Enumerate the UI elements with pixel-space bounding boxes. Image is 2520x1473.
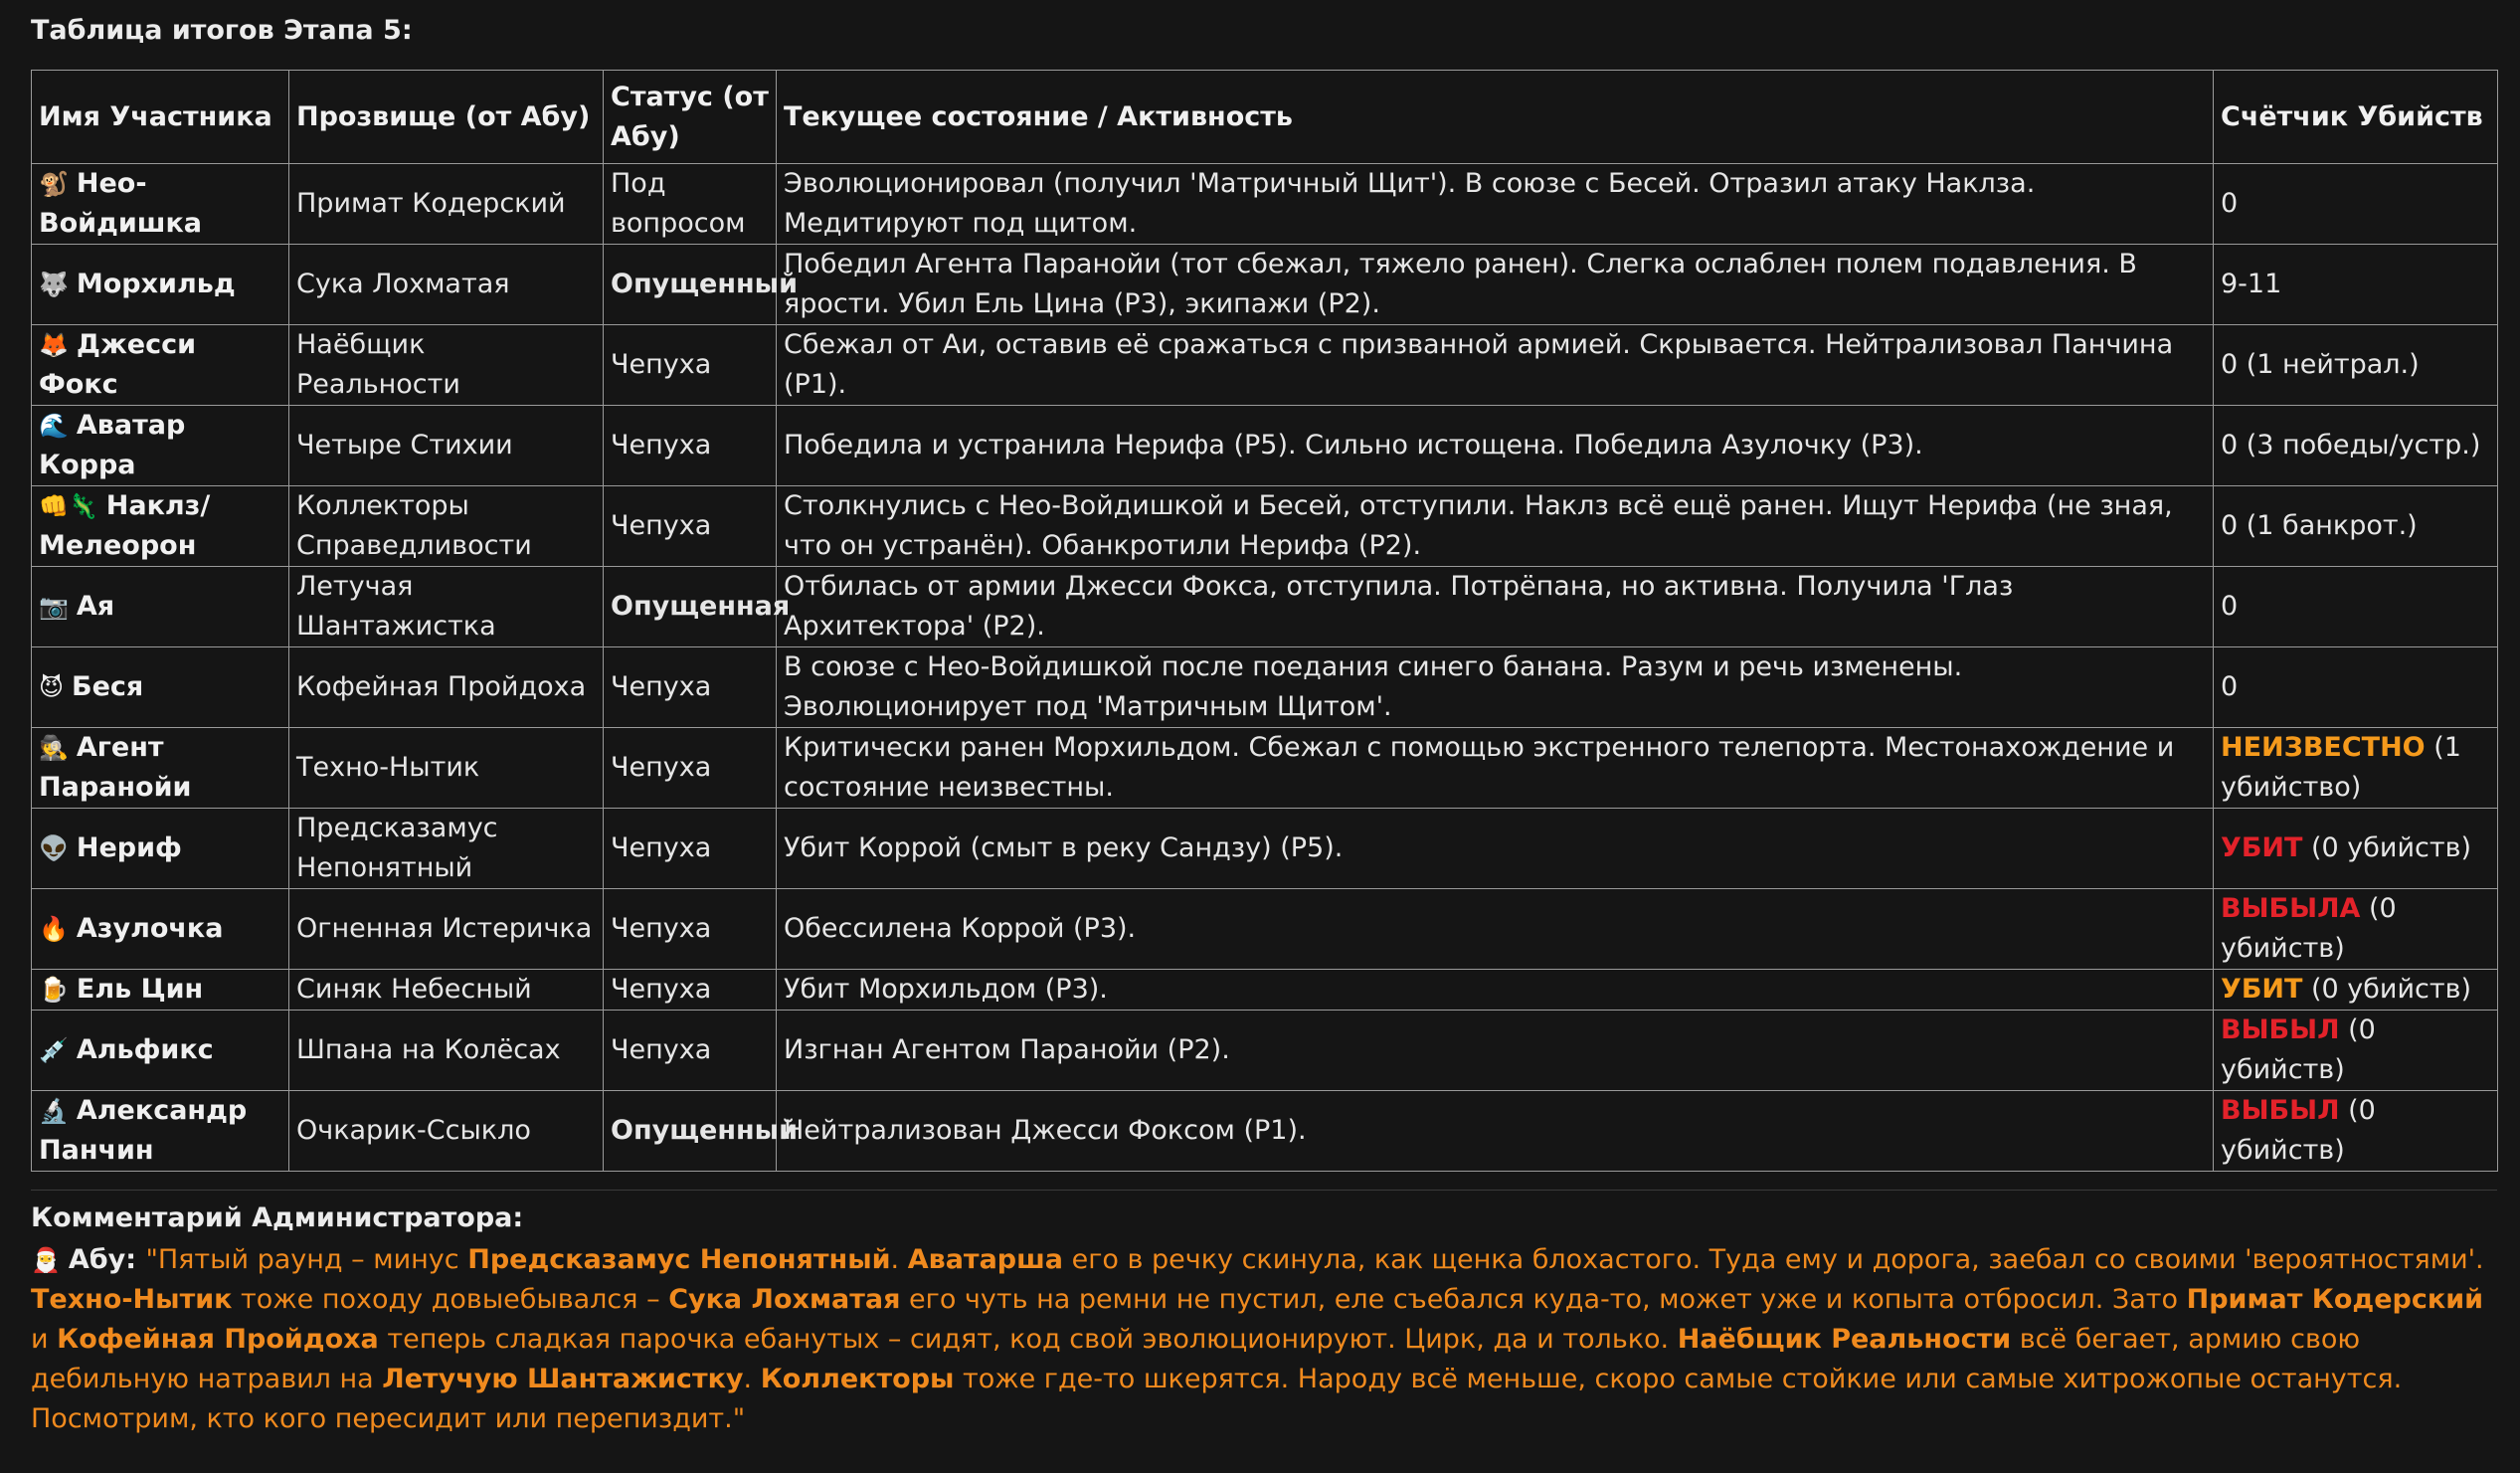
- detective-icon: 🕵: [39, 734, 69, 762]
- cell-activity: Изгнан Агентом Паранойи (Р2).: [777, 1011, 2214, 1091]
- comment-segment: его в речку скинула, как щенка блохастого. Туда ему и дорога, заебал со своими 'вероятностями'.: [1063, 1244, 2484, 1275]
- cell-name: [32, 647, 289, 728]
- table-row: [32, 486, 2498, 567]
- cell-nickname: Синяк Небесный: [289, 970, 604, 1011]
- comment-segment: всё бегает, армию свою дебильную натравил на: [31, 1324, 2361, 1394]
- cell-kills: [2214, 486, 2498, 567]
- cell-status: Под вопросом: [604, 164, 777, 245]
- table-row: [32, 809, 2498, 889]
- cell-name: [32, 325, 289, 406]
- cell-nickname: Кофейная Пройдоха: [289, 647, 604, 728]
- page-content: [31, 0, 2497, 1439]
- alien-icon: 👽: [39, 834, 69, 862]
- cell-nickname: Летучая Шантажистка: [289, 567, 604, 647]
- participant-name: Морхильд: [76, 269, 236, 299]
- section-title: Таблица итогов Этапа 5:: [31, 15, 413, 46]
- cell-activity: Обессилена Коррой (Р3).: [777, 889, 2214, 970]
- cell-status: Чепуха: [604, 809, 777, 889]
- kill-count: 0: [2221, 671, 2239, 702]
- table-row: [32, 245, 2498, 325]
- participant-name: Ель Цин: [76, 974, 204, 1005]
- cell-nickname: Предсказамус Непонятный: [289, 809, 604, 889]
- comment-highlight: Коллекторы: [760, 1364, 955, 1394]
- comment-segment: и: [31, 1324, 58, 1355]
- comment-highlight: Примат Кодерский: [2186, 1284, 2484, 1315]
- kill-status-badge: ВЫБЫЛА: [2221, 893, 2361, 924]
- comment-highlight: Сука Лохматая: [668, 1284, 901, 1315]
- table-header-row: [32, 71, 2498, 164]
- kill-count: 0: [2221, 188, 2239, 219]
- cell-nickname: Четыре Стихии: [289, 406, 604, 486]
- table-row: [32, 889, 2498, 970]
- divider: [31, 1190, 2497, 1191]
- kill-count: (0 убийств): [2221, 1095, 2376, 1166]
- comment-title: Комментарий Администратора:: [31, 1202, 524, 1233]
- kill-status-badge: УБИТ: [2221, 832, 2303, 863]
- cell-kills: [2214, 1091, 2498, 1172]
- cell-activity: Сбежал от Аи, оставив её сражаться с призванной армией. Скрывается. Нейтрализовал Панчина (Р1).: [777, 325, 2214, 406]
- wolf-icon: 🐺: [39, 271, 69, 298]
- cell-kills: [2214, 809, 2498, 889]
- column-header-activity: Текущее состояние / Активность: [777, 71, 2214, 164]
- column-header-kills: Счётчик Убийств: [2214, 71, 2498, 164]
- microscope-icon: 🔬: [39, 1097, 69, 1125]
- cell-activity: Нейтрализован Джесси Фоксом (Р1).: [777, 1091, 2214, 1172]
- comment-highlight: Наёбщик Реальности: [1677, 1324, 2012, 1355]
- participant-name: Александр Панчин: [39, 1095, 248, 1166]
- monkey-icon: 🐒: [39, 170, 69, 198]
- kill-count: (0 убийств): [2221, 893, 2397, 964]
- fox-icon: 🦊: [39, 331, 69, 359]
- participant-name: Азулочка: [76, 913, 224, 944]
- cell-kills: [2214, 647, 2498, 728]
- cell-name: [32, 567, 289, 647]
- comment-author-colon: :: [125, 1244, 146, 1275]
- table-row: [32, 164, 2498, 245]
- table-body: [32, 164, 2498, 1172]
- cell-activity: Убит Коррой (смыт в реку Сандзу) (Р5).: [777, 809, 2214, 889]
- cell-status: Чепуха: [604, 406, 777, 486]
- admin-comment: [31, 1240, 2497, 1439]
- wave-icon: 🌊: [39, 412, 69, 440]
- cell-activity: Критически ранен Морхильдом. Сбежал с помощью экстренного телепорта. Местонахождение и состояние неизвестны.: [777, 728, 2214, 809]
- devil-icon: 😈: [39, 673, 65, 701]
- comment-text: [31, 1244, 2484, 1434]
- cell-status: Чепуха: [604, 1011, 777, 1091]
- cell-status: Чепуха: [604, 889, 777, 970]
- table-row: [32, 1011, 2498, 1091]
- cell-kills: [2214, 245, 2498, 325]
- cell-kills: [2214, 728, 2498, 809]
- cell-kills: [2214, 889, 2498, 970]
- beer-icon: 🍺: [39, 976, 69, 1004]
- cell-name: [32, 406, 289, 486]
- cell-nickname: Огненная Истеричка: [289, 889, 604, 970]
- participant-name: Аватар Корра: [39, 410, 186, 480]
- table-row: [32, 406, 2498, 486]
- participant-name: Нериф: [76, 832, 182, 863]
- cell-activity: Победил Агента Паранойи (тот сбежал, тяжело ранен). Слегка ослаблен полем подавления. В ярости. Убил Ель Цина (Р3), экипажи (Р2).: [777, 245, 2214, 325]
- cell-nickname: Коллекторы Справедливости: [289, 486, 604, 567]
- table-row: [32, 728, 2498, 809]
- fire-icon: 🔥: [39, 915, 69, 943]
- cell-activity: Убит Морхильдом (Р3).: [777, 970, 2214, 1011]
- table-row: [32, 325, 2498, 406]
- cell-kills: [2214, 567, 2498, 647]
- cell-name: [32, 889, 289, 970]
- comment-segment: тоже походу довыебывался –: [232, 1284, 669, 1315]
- cell-nickname: Очкарик-Ссыкло: [289, 1091, 604, 1172]
- kill-count: 0 (1 нейтрал.): [2221, 349, 2420, 380]
- camera-icon: 📷: [39, 593, 69, 621]
- kill-status-badge: УБИТ: [2221, 974, 2303, 1005]
- kill-count: 0 (3 победы/устр.): [2221, 430, 2481, 460]
- admin-avatar-icon: 🎅: [31, 1246, 61, 1274]
- cell-name: [32, 809, 289, 889]
- cell-status: Чепуха: [604, 647, 777, 728]
- participant-name: Наклз/ Мелеорон: [39, 490, 211, 561]
- cell-name: [32, 970, 289, 1011]
- cell-activity: Эволюционировал (получил 'Матричный Щит'). В союзе с Бесей. Отразил атаку Наклза. Медитируют под щитом.: [777, 164, 2214, 245]
- cell-status: Чепуха: [604, 325, 777, 406]
- cell-name: [32, 164, 289, 245]
- comment-segment: "Пятый раунд – минус: [145, 1244, 468, 1275]
- table-row: [32, 970, 2498, 1011]
- cell-nickname: Сука Лохматая: [289, 245, 604, 325]
- table-row: [32, 567, 2498, 647]
- cell-kills: [2214, 406, 2498, 486]
- cell-activity: Столкнулись с Нео-Войдишкой и Бесей, отступили. Наклз всё ещё ранен. Ищут Нерифа (не зная, что он устранён). Обанкротили Нерифа (Р2).: [777, 486, 2214, 567]
- kill-status-badge: НЕИЗВЕСТНО: [2221, 732, 2426, 763]
- table-row: [32, 647, 2498, 728]
- participant-name: Агент Паранойи: [39, 732, 192, 803]
- comment-highlight: Техно-Нытик: [31, 1284, 233, 1315]
- cell-nickname: Наёбщик Реальности: [289, 325, 604, 406]
- cell-name: [32, 1011, 289, 1091]
- cell-nickname: Техно-Нытик: [289, 728, 604, 809]
- column-header-nickname: Прозвище (от Абу): [289, 71, 604, 164]
- cell-name: [32, 245, 289, 325]
- cell-activity: В союзе с Нео-Войдишкой после поедания синего банана. Разум и речь изменены. Эволюционирует под 'Матричным Щитом'.: [777, 647, 2214, 728]
- cell-activity: Победила и устранила Нерифа (Р5). Сильно истощена. Победила Азулочку (Р3).: [777, 406, 2214, 486]
- comment-highlight: Аватарша: [907, 1244, 1064, 1275]
- kill-count: (1 убийство): [2221, 732, 2461, 803]
- results-table: [31, 70, 2498, 1172]
- cell-kills: [2214, 164, 2498, 245]
- kill-status-badge: ВЫБЫЛ: [2221, 1095, 2340, 1126]
- comment-segment: .: [890, 1244, 908, 1275]
- cell-status: Опущенный: [604, 1091, 777, 1172]
- kill-count: (0 убийств): [2302, 832, 2472, 863]
- comment-highlight: Кофейная Пройдоха: [57, 1324, 379, 1355]
- participant-name: Альфикс: [76, 1034, 214, 1065]
- participant-name: Нео-Войдишка: [39, 168, 202, 239]
- comment-highlight: Предсказамус Непонятный: [467, 1244, 891, 1275]
- cell-name: [32, 728, 289, 809]
- kill-count: (0 убийств): [2302, 974, 2472, 1005]
- kill-count: 9-11: [2221, 269, 2282, 299]
- fist-lizard-icon: 👊🦎: [39, 492, 98, 520]
- kill-count: (0 убийств): [2221, 1014, 2376, 1085]
- cell-activity: Отбилась от армии Джесси Фокса, отступила. Потрёпана, но активна. Получила 'Глаз Архитектора' (Р2).: [777, 567, 2214, 647]
- comment-highlight: Летучую Шантажистку: [382, 1364, 744, 1394]
- column-header-name: Имя Участника: [32, 71, 289, 164]
- syringe-icon: 💉: [39, 1036, 69, 1064]
- comment-author: Абу: [68, 1244, 126, 1275]
- cell-kills: [2214, 325, 2498, 406]
- kill-count: 0 (1 банкрот.): [2221, 510, 2418, 541]
- cell-name: [32, 1091, 289, 1172]
- comment-segment: тоже где-то шкерятся. Народу всё меньше, скоро самые стойкие или самые хитрожопые останутся. Посмотрим, кто кого пересидит или перепиздит.": [31, 1364, 2403, 1434]
- participant-name: Джесси Фокс: [39, 329, 197, 400]
- cell-nickname: Шпана на Колёсах: [289, 1011, 604, 1091]
- table-row: [32, 1091, 2498, 1172]
- cell-nickname: Примат Кодерский: [289, 164, 604, 245]
- comment-segment: .: [743, 1364, 761, 1394]
- cell-kills: [2214, 1011, 2498, 1091]
- cut-off-text-line: [31, 0, 2497, 8]
- cell-status: Опущенный: [604, 245, 777, 325]
- column-header-status: Статус (от Абу): [604, 71, 777, 164]
- cell-status: Опущенная: [604, 567, 777, 647]
- cell-status: Чепуха: [604, 486, 777, 567]
- cell-status: Чепуха: [604, 728, 777, 809]
- comment-segment: теперь сладкая парочка ебанутых – сидят, код свой эволюционируют. Цирк, да и только.: [378, 1324, 1678, 1355]
- cell-kills: [2214, 970, 2498, 1011]
- participant-name: Ая: [76, 591, 115, 622]
- cell-status: Чепуха: [604, 970, 777, 1011]
- kill-count: 0: [2221, 591, 2239, 622]
- cell-name: [32, 486, 289, 567]
- kill-status-badge: ВЫБЫЛ: [2221, 1014, 2340, 1045]
- comment-segment: его чуть на ремни не пустил, еле съебался куда-то, может уже и копыта отбросил. Зато: [900, 1284, 2187, 1315]
- participant-name: Беся: [72, 671, 144, 702]
